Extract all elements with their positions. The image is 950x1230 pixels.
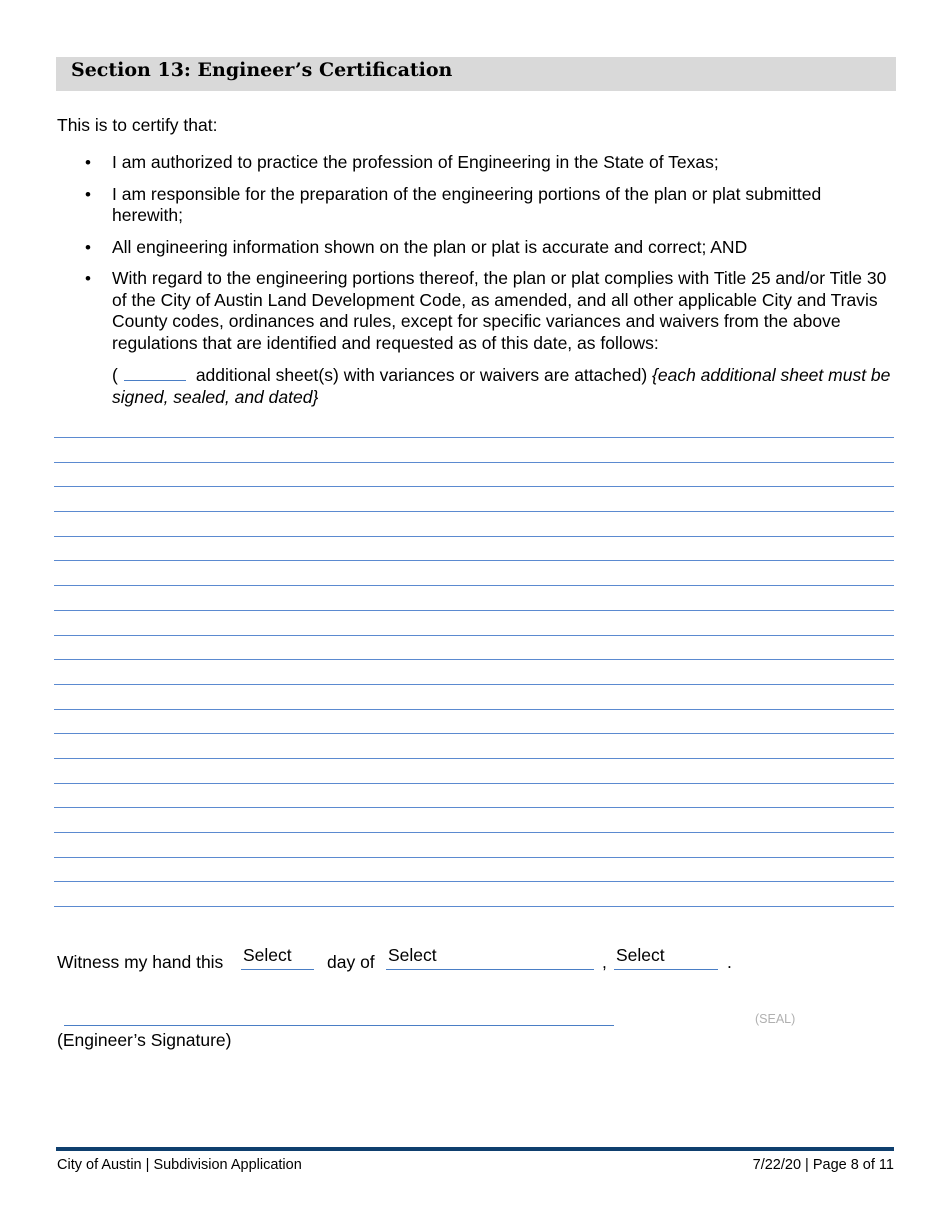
witness-lead-text: Witness my hand this	[57, 952, 224, 972]
attachment-statement	[112, 365, 892, 408]
list-item	[0, 237, 895, 259]
ruled-line	[54, 684, 894, 685]
list-item	[0, 268, 895, 354]
ruled-line	[54, 783, 894, 784]
list-item	[0, 152, 895, 174]
comma-text: ,	[602, 952, 607, 972]
ruled-line	[54, 462, 894, 463]
ruled-line	[54, 437, 894, 438]
ruled-line	[54, 807, 894, 808]
ruled-line	[54, 758, 894, 759]
ruled-line	[54, 511, 894, 512]
signature-field[interactable]	[64, 1025, 614, 1026]
seal-placeholder: (SEAL)	[755, 1012, 796, 1026]
bullet-text: I am authorized to practice the profession of Engineering in the State of Texas;	[112, 152, 719, 172]
ruled-line	[54, 709, 894, 710]
ruled-line	[54, 536, 894, 537]
list-item	[0, 184, 895, 227]
certification-list	[0, 152, 895, 364]
bullet-text: With regard to the engineering portions thereof, the plan or plat complies with Title 25 and/or Title 30 of the City of Austin Land Development Code, as amended, and all other applicable City and Travis County codes, ordinances and rules, except for specific variances and waivers from the above regulations that are identified and requested as of this date, as follows:	[112, 268, 887, 353]
variances-text-area[interactable]	[54, 437, 894, 931]
intro-text: This is to certify that:	[57, 115, 218, 135]
bullet-icon: •	[85, 237, 91, 257]
ruled-line	[54, 906, 894, 907]
ruled-line	[54, 881, 894, 882]
bullet-text: All engineering information shown on the plan or plat is accurate and correct; AND	[112, 236, 748, 257]
period-text: .	[727, 952, 732, 972]
ruled-line	[54, 659, 894, 660]
footer-divider	[56, 1147, 894, 1151]
attachment-text: additional sheet(s) with variances or waivers are attached)	[195, 365, 648, 385]
signature-label: (Engineer’s Signature)	[57, 1030, 232, 1050]
footer-page-info: 7/22/20 | Page 8 of 11	[752, 1157, 894, 1173]
ruled-line	[54, 733, 894, 734]
sheet-count-field[interactable]	[124, 366, 186, 381]
open-paren: (	[112, 365, 118, 385]
ruled-line	[54, 857, 894, 858]
year-select[interactable]: Select	[614, 945, 718, 970]
attachment-note: {each additional sheet must be signed, sealed, and dated}	[112, 365, 891, 407]
day-select[interactable]: Select	[241, 945, 314, 970]
ruled-line	[54, 610, 894, 611]
bullet-icon: •	[85, 269, 91, 288]
month-select[interactable]: Select	[386, 945, 594, 970]
bullet-text: I am responsible for the preparation of the engineering portions of the plan or plat submitted herewith;	[112, 183, 822, 225]
bullet-icon: •	[85, 184, 91, 204]
witness-date-row	[57, 945, 897, 978]
ruled-line	[54, 585, 894, 586]
ruled-line	[54, 486, 894, 487]
day-of-text: day of	[327, 952, 375, 972]
ruled-line	[54, 832, 894, 833]
ruled-line	[54, 635, 894, 636]
ruled-line	[54, 560, 894, 561]
footer-document-title: City of Austin | Subdivision Application	[57, 1157, 302, 1173]
bullet-icon: •	[85, 153, 91, 172]
section-title: Section 13: Engineer’s Certification	[56, 57, 896, 91]
